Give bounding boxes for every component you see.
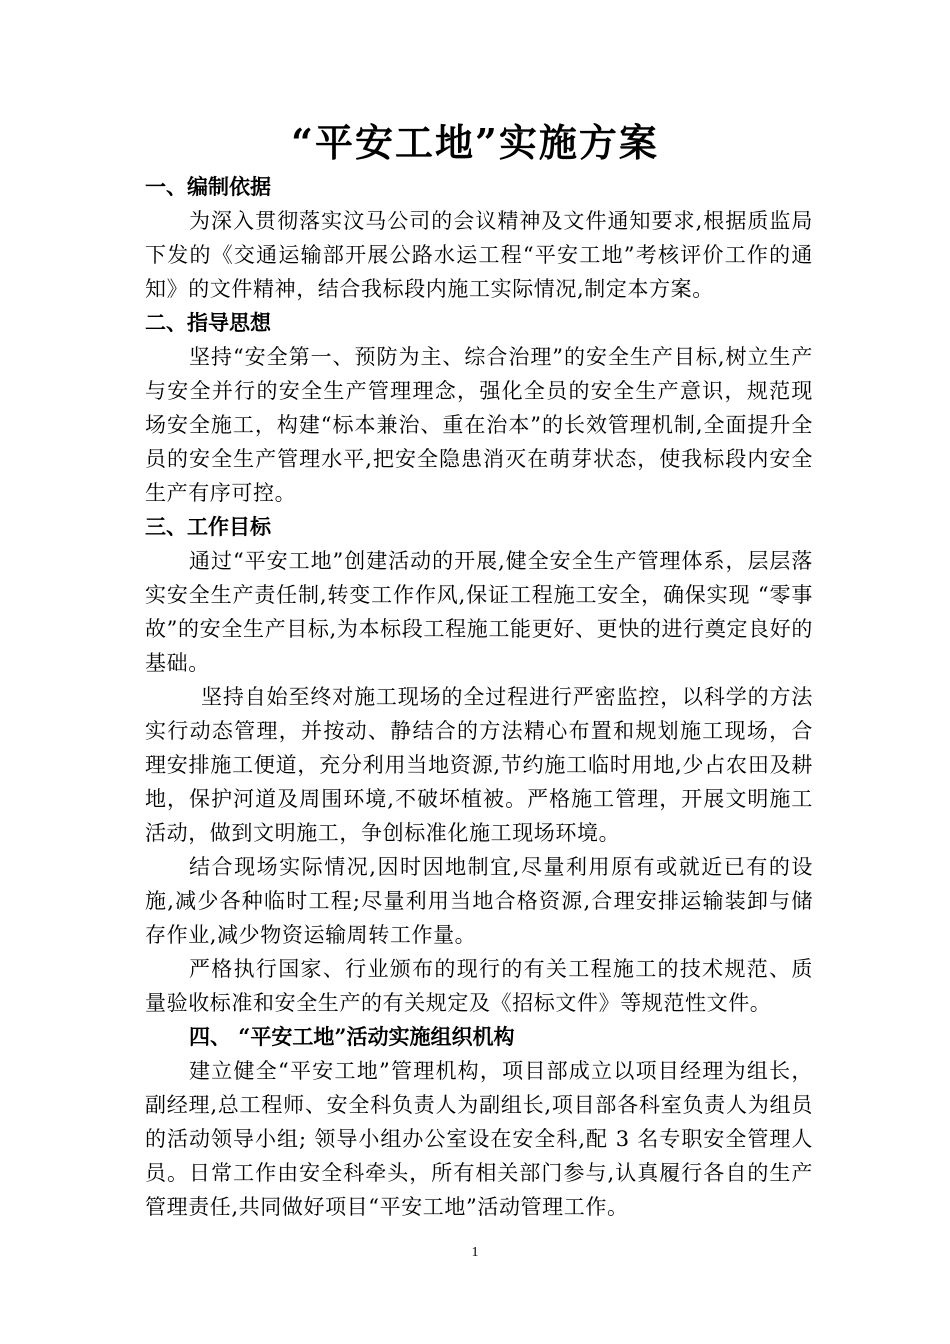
paragraph: 坚持“安全第一、预防为主、综合治理”的安全生产目标,树立生产与安全并行的安全生产管理理念，强化全员的安全生产意识，规范现场安全施工，构建“标本兼治、重在治本”的长效管理机制,全面提升全员的安全生产管理水平,把安全隐患消灭在萌芽状态，使我标段内安全生产有序可控。 xyxy=(145,345,813,505)
section-guiding-ideology xyxy=(145,306,813,510)
section-organization xyxy=(145,1020,813,1224)
section-work-goals xyxy=(145,510,813,1020)
section-heading: 四、 “平安工地”活动实施组织机构 xyxy=(189,1024,515,1049)
paragraph: 严格执行国家、行业颁布的现行的有关工程施工的技术规范、质量验收标准和安全生产的有关规定及《招标文件》等规范性文件。 xyxy=(145,957,813,1015)
document-body xyxy=(145,170,813,1224)
paragraph: 为深入贯彻落实汶马公司的会议精神及文件通知要求,根据质监局下发的《交通运输部开展公路水运工程“平安工地”考核评价工作的通知》的文件精神，结合我标段内施工实际情况,制定本方案。 xyxy=(145,209,813,301)
paragraph: 建立健全“平安工地”管理机构，项目部成立以项目经理为组长，副经理,总工程师、安全科负责人为副组长,项目部各科室负责人为组员的活动领导小组; 领导小组办公室设在安全科,配 3 名专职安全管理人员。日常工作由安全科牵头，所有相关部门参与,认真履行各自的生产管理责任,共同做好项目“平安工地”活动管理工作。 xyxy=(145,1059,813,1219)
page-number: 1 xyxy=(471,1245,479,1260)
section-heading: 二、指导思想 xyxy=(145,310,271,335)
paragraph: 通过“平安工地”创建活动的开展,健全安全生产管理体系，层层落实安全生产责任制,转变工作作风,保证工程施工安全，确保实现 “零事故”的安全生产目标,为本标段工程施工能更好、更快的进行奠定良好的基础。 xyxy=(145,549,813,675)
document-title: “平安工地”实施方案 xyxy=(291,120,659,165)
paragraph: 坚持自始至终对施工现场的全过程进行严密监控，以科学的方法实行动态管理，并按动、静结合的方法精心布置和规划施工现场，合理安排施工便道，充分利用当地资源,节约施工临时用地,少占农田及耕地，保护河道及周围环境,不破坏植被。严格施工管理，开展文明施工活动，做到文明施工，争创标准化施工现场环境。 xyxy=(145,685,813,845)
section-heading: 一、编制依据 xyxy=(145,174,271,199)
paragraph: 结合现场实际情况,因时因地制宜,尽量利用原有或就近已有的设施,减少各种临时工程;尽量利用当地合格资源,合理安排运输装卸与储存作业,减少物资运输周转工作量。 xyxy=(145,855,813,947)
section-basis xyxy=(145,170,813,306)
section-heading: 三、工作目标 xyxy=(145,514,271,539)
